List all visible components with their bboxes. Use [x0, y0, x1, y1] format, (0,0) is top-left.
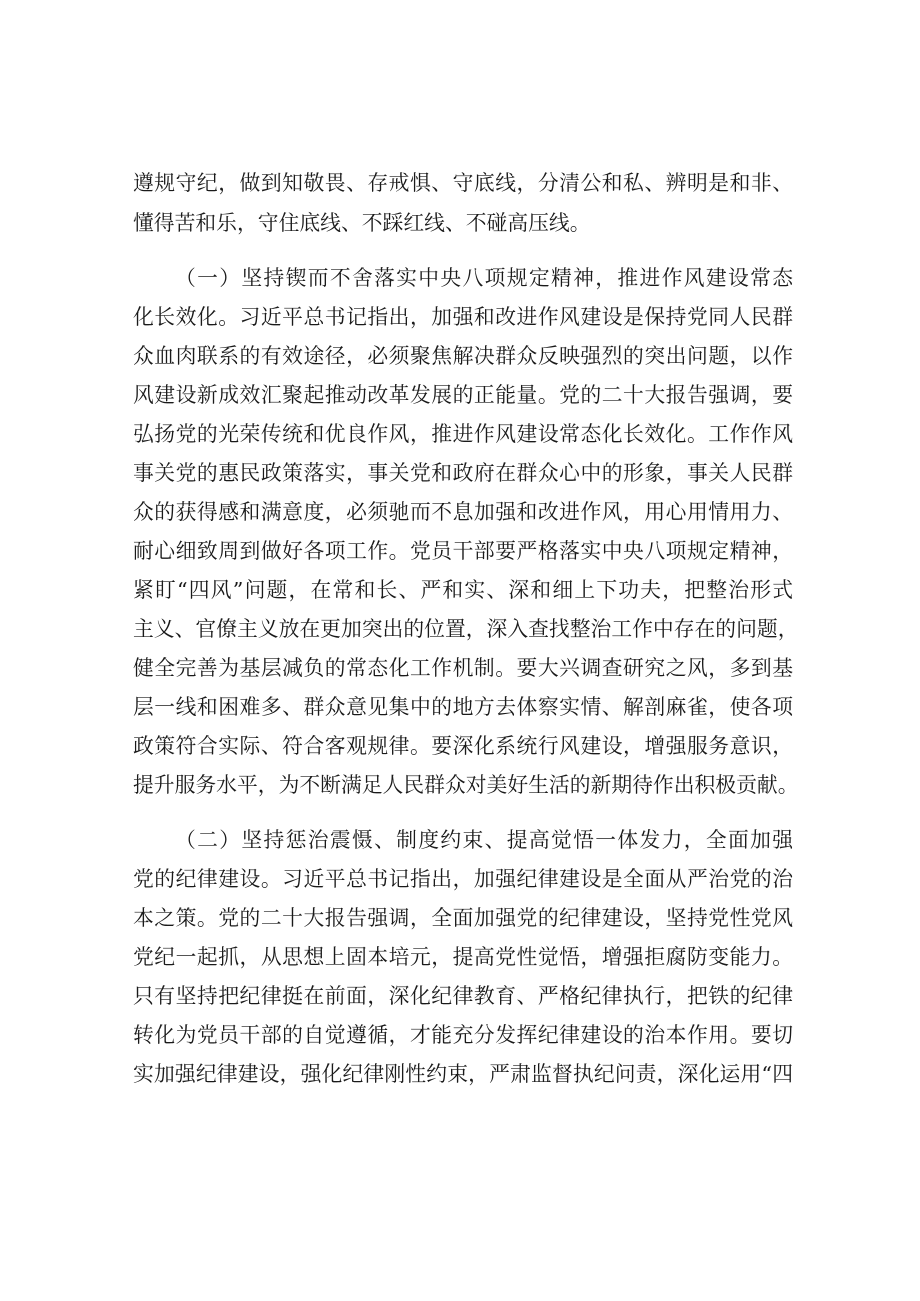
- text-line: 化长效化。习近平总书记指出，加强和改进作风建设是保持党同人民群: [133, 305, 793, 329]
- text-line: 党纪一起抓，从思想上固本培元，提高党性觉悟，增强拒腐防变能力。: [133, 945, 793, 969]
- text-line: 提升服务水平，为不断满足人民群众对美好生活的新期待作出积极贡献。: [133, 773, 799, 797]
- text-line: 实加强纪律建设，强化纪律刚性约束，严肃监督执纪问责，深化运用“四: [133, 1062, 793, 1086]
- text-line: 弘扬党的光荣传统和优良作风，推进作风建设常态化长效化。工作作风: [133, 422, 793, 446]
- text-line: 耐心细致周到做好各项工作。党员干部要严格落实中央八项规定精神，: [133, 539, 793, 563]
- text-line: 只有坚持把纪律挺在前面，深化纪律教育、严格纪律执行，把铁的纪律: [133, 984, 793, 1008]
- text-line: 风建设新成效汇聚起推动改革发展的正能量。党的二十大报告强调，要: [133, 383, 793, 407]
- text-line: 紧盯“四风”问题，在常和长、严和实、深和细上下功夫，把整治形式: [133, 578, 793, 602]
- text-line: 健全完善为基层减负的常态化工作机制。要大兴调查研究之风，多到基: [133, 656, 793, 680]
- text-line: 政策符合实际、符合客观规律。要深化系统行风建设，增强服务意识，: [133, 734, 793, 758]
- section-1-heading-line: （一）坚持锲而不舍落实中央八项规定精神，推进作风建设常态: [175, 266, 793, 290]
- text-line: 事关党的惠民政策落实，事关党和政府在群众心中的形象，事关人民群: [133, 461, 793, 485]
- text-line: 主义、官僚主义放在更加突出的位置，深入查找整治工作中存在的问题，: [133, 617, 799, 641]
- text-line: 众的获得感和满意度，必须驰而不息加强和改进作风，用心用情用力、: [133, 500, 793, 524]
- text-line: 转化为党员干部的自觉遵循，才能充分发挥纪律建设的治本作用。要切: [133, 1023, 793, 1047]
- text-line: 遵规守纪，做到知敬畏、存戒惧、守底线，分清公和私、辨明是和非、: [133, 171, 793, 195]
- text-line: 党的纪律建设。习近平总书记指出，加强纪律建设是全面从严治党的治: [133, 867, 793, 891]
- text-line: 本之策。党的二十大报告强调，全面加强党的纪律建设，坚持党性党风: [133, 906, 793, 930]
- section-2-heading-line: （二）坚持惩治震慑、制度约束、提高觉悟一体发力，全面加强: [175, 828, 793, 852]
- text-line: 层一线和困难多、群众意见集中的地方去体察实情、解剖麻雀，使各项: [133, 695, 793, 719]
- text-line: 众血肉联系的有效途径，必须聚焦解决群众反映强烈的突出问题，以作: [133, 344, 793, 368]
- text-line: 懂得苦和乐，守住底线、不踩红线、不碰高压线。: [133, 211, 591, 235]
